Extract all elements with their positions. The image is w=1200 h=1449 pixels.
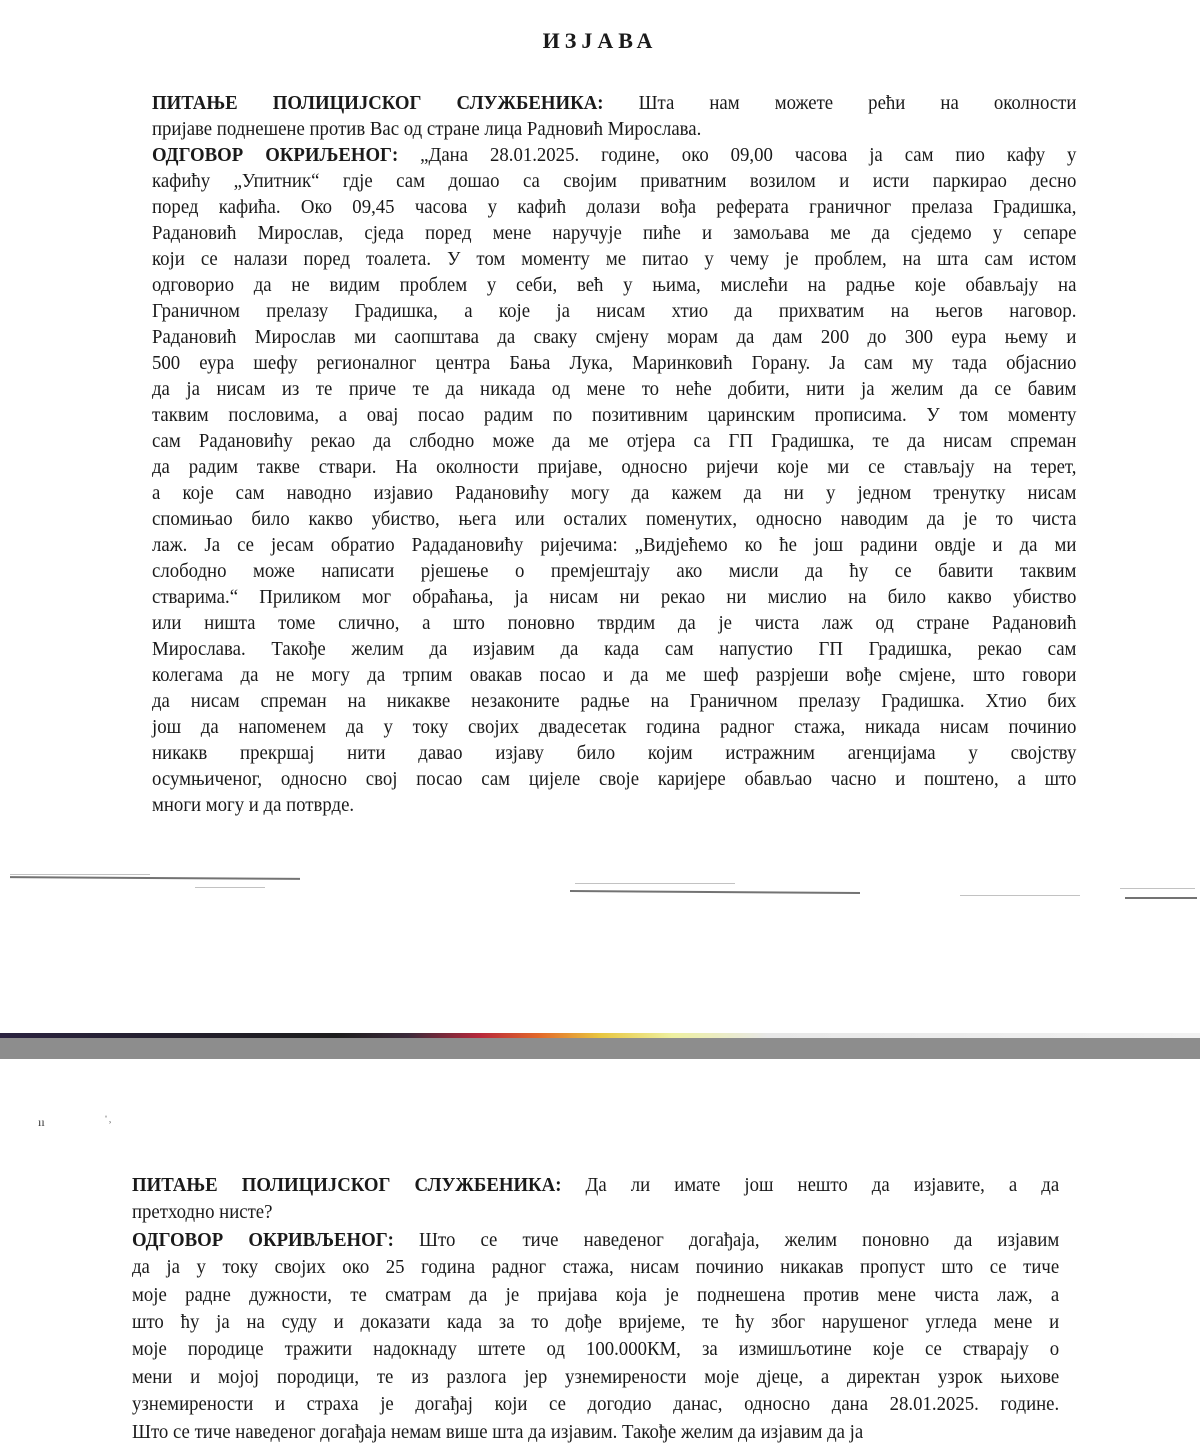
statement-line <box>152 272 1076 298</box>
statement-line-with-label <box>152 142 1076 168</box>
statement-line <box>152 584 1076 610</box>
statement-line <box>152 246 1076 272</box>
statement-line <box>152 766 1076 792</box>
statement-text: многи могу и да потврде. <box>152 794 355 816</box>
statement-line <box>132 1199 1059 1226</box>
statement-line <box>152 324 1076 350</box>
statement-text: моје радне дужности, те сматрам да је пријава која је поднешена против мене чиста лаж, а <box>132 1283 1060 1306</box>
statement-text: да радим такве ствари. На околности пријаве, односно ријечи које ми се стављају на терет, <box>152 456 1077 478</box>
statement-line-with-label <box>152 90 1076 116</box>
statement-line-with-label <box>132 1227 1059 1254</box>
page-gap-band <box>0 1038 1200 1059</box>
statement-text: пријаве поднешене против Вас од стране лица Радновић Мирослава. <box>152 118 702 140</box>
statement-line <box>152 532 1076 558</box>
statement-line <box>152 558 1076 584</box>
scan-mark: ıı <box>38 1115 45 1129</box>
statement-text: Радановић Мирослав ми саопштава да сваку смјену морам да дам 200 до 300 еура њему и <box>152 326 1077 348</box>
statement-line <box>152 688 1076 714</box>
statement-text: а које сам наводно изјавио Радановићу могу да кажем да ни у једном тренутку нисам <box>152 482 1077 504</box>
statement-line <box>152 220 1076 246</box>
statement-text: Што се тиче наведеног догађаја немам више шта да изјавим. Такође желим да изјавим да ја <box>132 1420 864 1443</box>
statement-text: да ја нисам из те приче те да никада од мене то неће добити, нити ја желим да се бавим <box>152 378 1077 400</box>
statement-line <box>132 1309 1059 1336</box>
statement-text: мени и мојој породици, те из разлога јер узнемирености моје дјеце, а директан узрок њихове <box>132 1365 1060 1388</box>
statement-line <box>152 168 1076 194</box>
statement-line-with-label <box>132 1172 1059 1199</box>
statement-text: узнемирености и страха је догађај који се догодио данас, односно дана 28.01.2025. године. <box>132 1393 1060 1416</box>
separator-line <box>575 883 735 884</box>
statement-text: лаж. Ја се јесам обратио Рададановићу ријечима: „Видјећемо ко ће још радини овдје и да ми <box>152 534 1077 556</box>
statement-line <box>152 376 1076 402</box>
statement-text: никакв прекршај нити давао изјаву било којим истражним агенцијама у својству <box>152 742 1077 764</box>
statement-text: или ништа томе слично, а што поновно тврдим да је чиста лаж од стране Радановић <box>152 612 1077 634</box>
statement-text: да нисам спреман на никакве незаконите радње на Граничном прелазу Градишка. Хтио бих <box>152 690 1077 712</box>
statement-line <box>152 610 1076 636</box>
speaker-label: ПИТАЊЕ ПОЛИЦИЈСКОГ СЛУЖБЕНИКА: <box>152 92 604 114</box>
statement-line <box>132 1254 1059 1281</box>
statement-text: Граничном прелазу Градишка, а које ја нисам хтио да прихватим на његов наговор. <box>152 300 1077 322</box>
statement-line <box>152 402 1076 428</box>
speaker-label: ОДГОВОР ОКРИВЉЕНОГ: <box>132 1228 394 1251</box>
statement-text: стварима.“ Приликом мог обраћања, ја нисам ни рекао ни мислио на било какво убиство <box>152 586 1077 608</box>
statement-text: колегама да не могу да трпим овакав посао и да ме шеф разрјеши вође смјене, што говори <box>152 664 1077 686</box>
separator-line <box>1120 888 1195 889</box>
statement-line <box>152 506 1076 532</box>
statement-text: поред кафића. Око 09,45 часова у кафић долази вођа реферата граничног прелаза Градишка, <box>152 196 1077 218</box>
speaker-label: ПИТАЊЕ ПОЛИЦИЈСКОГ СЛУЖБЕНИКА: <box>132 1174 562 1196</box>
statement-text: „Дана 28.01.2025. године, око 09,00 часова ја сам пио кафу у <box>398 144 1077 166</box>
statement-line <box>132 1364 1059 1391</box>
statement-line <box>152 428 1076 454</box>
separator-line <box>960 895 1080 896</box>
statement-text: кафићу „Упитник“ гдје сам дошао са својим приватним возилом и исти паркирао десно <box>152 170 1077 192</box>
statement-text: Шта нам можете рећи на околности <box>603 92 1077 114</box>
statement-text: моје породице тражити надокнаду штете од 100.000КМ, за измишљотине које се стварају о <box>132 1338 1060 1361</box>
statement-line <box>132 1391 1059 1418</box>
statement-text: слободно може написати рјешење о премјештају ако мисли да ћу се бавити таквим <box>152 560 1077 582</box>
statement-line <box>152 740 1076 766</box>
separator-line <box>10 874 150 875</box>
separator-line <box>10 876 300 880</box>
statement-text: Мирослава. Такође желим да изјавим да када сам напустио ГП Градишка, рекао сам <box>152 638 1077 660</box>
document-title: ИЗЈАВА <box>542 28 658 53</box>
statement-line <box>152 636 1076 662</box>
statement-text: сам Радановићу рекао да слбодно може да ме отјера са ГП Градишка, те да нисам спреман <box>152 430 1077 452</box>
statement-text: претходно нисте? <box>132 1201 273 1224</box>
statement-text: спомињао било какво убиство, њега или осталих поменутих, односно наводим да је то чиста <box>152 508 1077 530</box>
statement-line <box>132 1282 1059 1309</box>
statement-line <box>132 1336 1059 1363</box>
statement-text: још да напоменем да у току својих двадесетак година радног стажа, никада нисам починио <box>152 716 1077 738</box>
statement-text: одговорио да не видим проблем у себи, већ у њима, мислећи на радње које обављају на <box>152 274 1077 296</box>
scan-mark: ˈ˒ <box>104 1113 112 1127</box>
separator-line <box>195 887 265 888</box>
statement-line <box>152 714 1076 740</box>
statement-line <box>152 298 1076 324</box>
statement-text: 500 еура шефу регионалног центра Бања Лука, Маринковић Горану. Ја сам му тада објаснио <box>152 352 1077 374</box>
separator-line <box>1125 897 1197 899</box>
statement-line <box>152 194 1076 220</box>
statement-text: Што се тиче наведеног догађаја, желим поновно да изјавим <box>393 1228 1060 1251</box>
statement-line <box>152 480 1076 506</box>
separator-line <box>570 890 860 894</box>
statement-line <box>152 454 1076 480</box>
statement-text: Радановић Мирослав, сједа поред мене наручује пиће и замољава ме да сједемо у сепаре <box>152 222 1077 244</box>
statement-body-page-2 <box>132 1172 1059 1446</box>
statement-text: који се налази поред тоалета. У том моменту ме питао у чему је проблем, на шта сам истом <box>152 248 1077 270</box>
statement-text: таквим пословима, а овај посао радим по позитивним царинским прописима. У том моменту <box>152 404 1077 426</box>
statement-line <box>152 350 1076 376</box>
statement-line <box>152 792 1076 818</box>
statement-text: Да ли имате још нешто да изјавите, а да <box>561 1174 1060 1196</box>
statement-line <box>132 1419 1059 1446</box>
statement-text: да ја у току својих око 25 година радног стажа, нисам починио никакав пропуст што се тиче <box>132 1256 1060 1279</box>
statement-text: што ћу ја на суду и доказати када за то дође вријеме, те ћу због нарушеног угледа мене и <box>132 1311 1060 1334</box>
statement-body-page-1 <box>152 90 1076 818</box>
statement-line <box>152 116 1076 142</box>
statement-line <box>152 662 1076 688</box>
speaker-label: ОДГОВОР ОКРИЉЕНОГ: <box>152 144 399 166</box>
statement-text: осумњиченог, односно свој посао сам цијеле своје каријере обављао часно и поштено, а што <box>152 768 1077 790</box>
